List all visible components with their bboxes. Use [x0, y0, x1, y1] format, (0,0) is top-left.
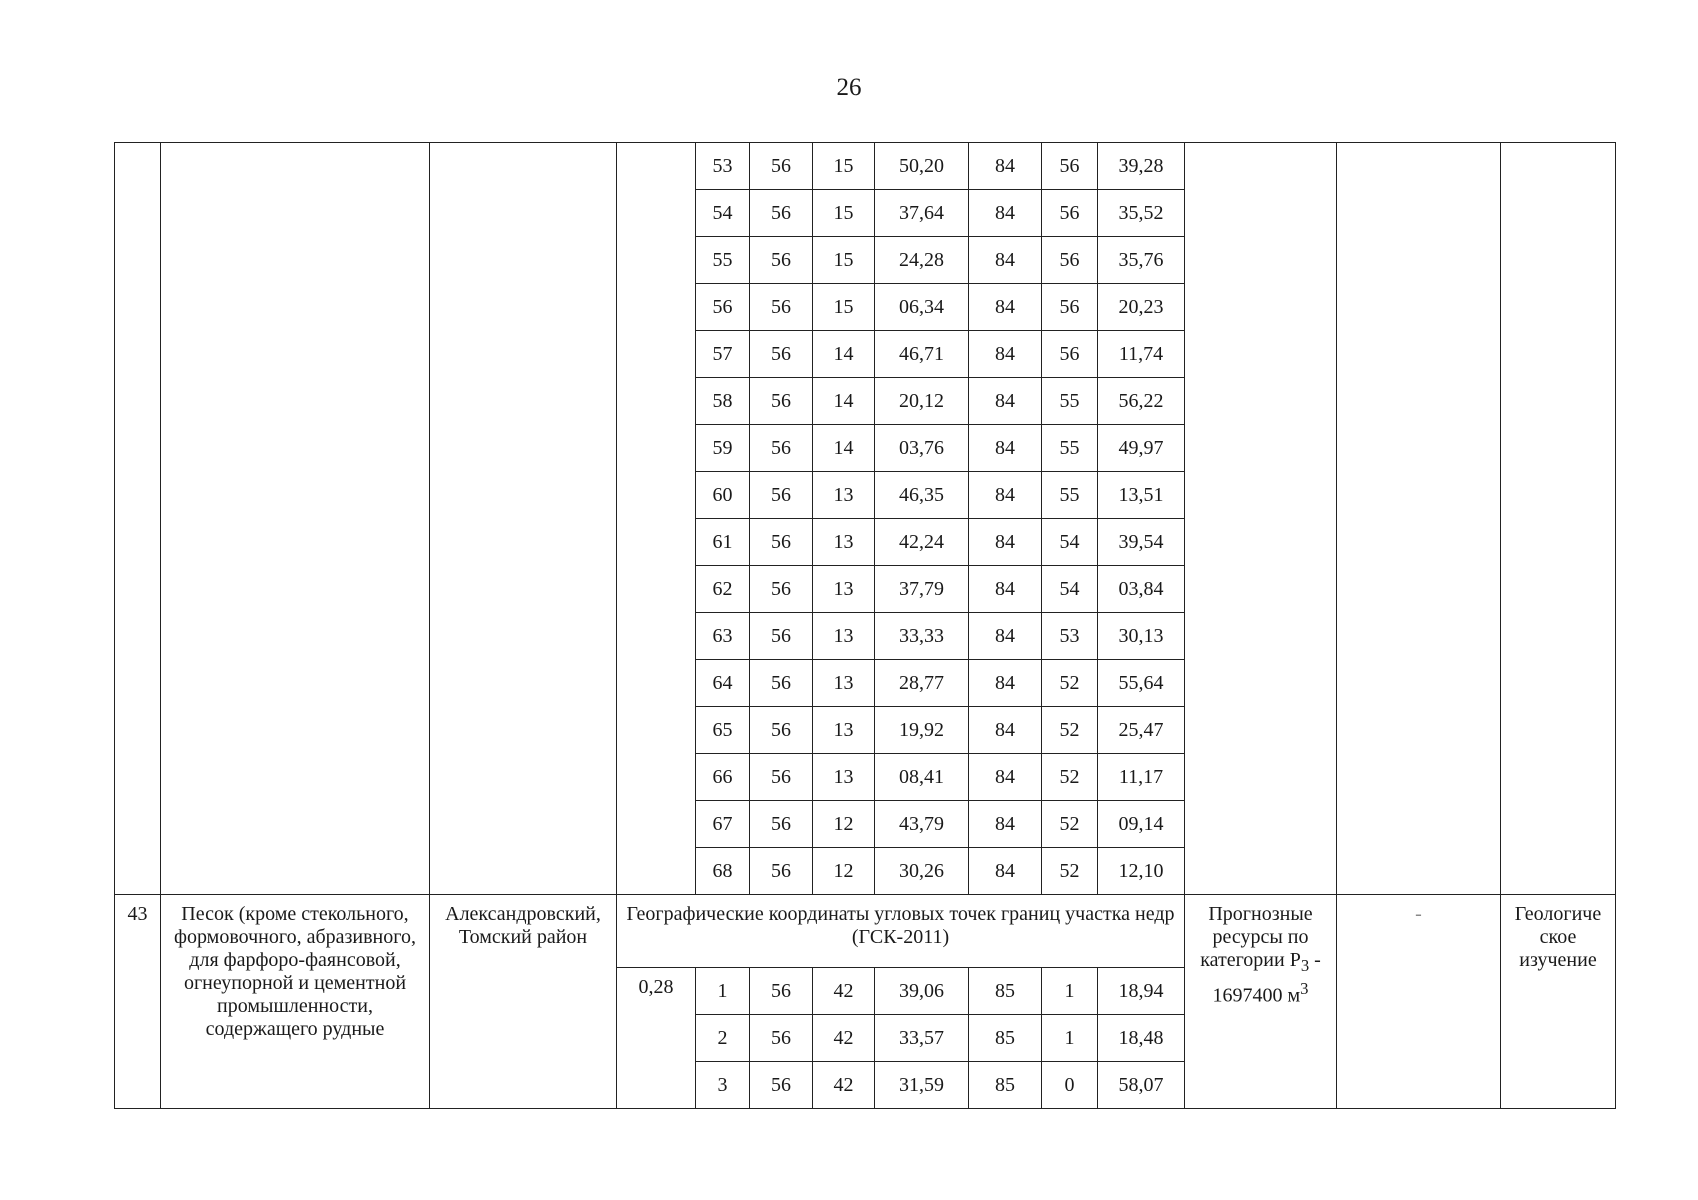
lon-degrees: 84: [969, 378, 1042, 425]
lat-minutes: 15: [813, 143, 875, 190]
lat-degrees: 56: [750, 190, 813, 237]
lat-minutes: 15: [813, 190, 875, 237]
lat-degrees: 56: [750, 801, 813, 848]
lat-degrees: 56: [750, 660, 813, 707]
lat-degrees: 56: [750, 968, 813, 1015]
point-number: 1: [696, 968, 750, 1015]
lon-degrees: 84: [969, 566, 1042, 613]
lat-minutes: 42: [813, 968, 875, 1015]
lat-minutes: 14: [813, 378, 875, 425]
purpose: Геологиче ское изучение: [1501, 895, 1616, 1109]
empty-resources-cell: [1185, 143, 1337, 895]
lat-degrees: 56: [750, 425, 813, 472]
lat-seconds: 42,24: [875, 519, 969, 566]
lat-seconds: 03,76: [875, 425, 969, 472]
lon-seconds: 12,10: [1098, 848, 1185, 895]
lat-seconds: 08,41: [875, 754, 969, 801]
lat-minutes: 13: [813, 660, 875, 707]
lat-minutes: 42: [813, 1015, 875, 1062]
lat-minutes: 15: [813, 284, 875, 331]
lat-degrees: 56: [750, 1015, 813, 1062]
dash-cell: -: [1337, 895, 1501, 1109]
lat-minutes: 13: [813, 754, 875, 801]
lon-minutes: 54: [1042, 566, 1098, 613]
lat-minutes: 13: [813, 566, 875, 613]
lon-seconds: 56,22: [1098, 378, 1185, 425]
lat-minutes: 42: [813, 1062, 875, 1109]
lon-degrees: 84: [969, 143, 1042, 190]
lon-degrees: 84: [969, 519, 1042, 566]
lat-degrees: 56: [750, 566, 813, 613]
lon-minutes: 0: [1042, 1062, 1098, 1109]
point-number: 64: [696, 660, 750, 707]
lat-degrees: 56: [750, 378, 813, 425]
lon-seconds: 03,84: [1098, 566, 1185, 613]
lon-minutes: 54: [1042, 519, 1098, 566]
lat-minutes: 13: [813, 707, 875, 754]
point-number: 55: [696, 237, 750, 284]
lat-degrees: 56: [750, 472, 813, 519]
lon-minutes: 53: [1042, 613, 1098, 660]
entry-43: [115, 895, 1616, 1109]
lat-degrees: 56: [750, 237, 813, 284]
point-number: 3: [696, 1062, 750, 1109]
lon-degrees: 84: [969, 754, 1042, 801]
lon-minutes: 1: [1042, 1015, 1098, 1062]
lat-seconds: 31,59: [875, 1062, 969, 1109]
lat-minutes: 15: [813, 237, 875, 284]
lat-minutes: 13: [813, 472, 875, 519]
lon-minutes: 52: [1042, 754, 1098, 801]
lat-seconds: 20,12: [875, 378, 969, 425]
page-number: 26: [836, 74, 862, 101]
lat-minutes: 12: [813, 801, 875, 848]
lon-degrees: 85: [969, 1062, 1042, 1109]
lat-seconds: 33,33: [875, 613, 969, 660]
point-number: 65: [696, 707, 750, 754]
lon-minutes: 52: [1042, 801, 1098, 848]
lon-minutes: 56: [1042, 284, 1098, 331]
lon-degrees: 84: [969, 425, 1042, 472]
lon-seconds: 18,94: [1098, 968, 1185, 1015]
point-number: 57: [696, 331, 750, 378]
lon-minutes: 55: [1042, 378, 1098, 425]
lat-degrees: 56: [750, 707, 813, 754]
point-number: 67: [696, 801, 750, 848]
lon-minutes: 52: [1042, 848, 1098, 895]
lat-degrees: 56: [750, 848, 813, 895]
coordinate-row: [115, 143, 1616, 190]
mineral-deposits-table: [114, 142, 1616, 1109]
lon-seconds: 11,74: [1098, 331, 1185, 378]
lat-degrees: 56: [750, 143, 813, 190]
lon-seconds: 35,76: [1098, 237, 1185, 284]
lon-minutes: 55: [1042, 472, 1098, 519]
lon-seconds: 20,23: [1098, 284, 1185, 331]
point-number: 56: [696, 284, 750, 331]
lon-degrees: 84: [969, 331, 1042, 378]
lon-minutes: 56: [1042, 331, 1098, 378]
lat-minutes: 13: [813, 519, 875, 566]
lon-seconds: 39,54: [1098, 519, 1185, 566]
lon-seconds: 49,97: [1098, 425, 1185, 472]
empty-extra-cell: [1337, 143, 1501, 895]
point-number: 54: [696, 190, 750, 237]
empty-area-cell: [617, 143, 696, 895]
lon-minutes: 55: [1042, 425, 1098, 472]
lon-minutes: 56: [1042, 190, 1098, 237]
lon-degrees: 84: [969, 284, 1042, 331]
lat-seconds: 33,57: [875, 1015, 969, 1062]
point-number: 53: [696, 143, 750, 190]
lon-seconds: 13,51: [1098, 472, 1185, 519]
lon-degrees: 84: [969, 472, 1042, 519]
point-number: 66: [696, 754, 750, 801]
lon-seconds: 35,52: [1098, 190, 1185, 237]
lat-degrees: 56: [750, 1062, 813, 1109]
lat-seconds: 39,06: [875, 968, 969, 1015]
lat-seconds: 46,35: [875, 472, 969, 519]
lon-seconds: 25,47: [1098, 707, 1185, 754]
lon-minutes: 52: [1042, 660, 1098, 707]
empty-location-cell: [430, 143, 617, 895]
lon-seconds: 30,13: [1098, 613, 1185, 660]
point-number: 58: [696, 378, 750, 425]
lat-seconds: 50,20: [875, 143, 969, 190]
lat-degrees: 56: [750, 284, 813, 331]
point-number: 59: [696, 425, 750, 472]
lat-minutes: 12: [813, 848, 875, 895]
lat-seconds: 37,64: [875, 190, 969, 237]
lat-seconds: 46,71: [875, 331, 969, 378]
lat-seconds: 06,34: [875, 284, 969, 331]
lon-seconds: 39,28: [1098, 143, 1185, 190]
empty-number-cell: [115, 143, 161, 895]
point-number: 68: [696, 848, 750, 895]
lon-minutes: 56: [1042, 237, 1098, 284]
lat-seconds: 30,26: [875, 848, 969, 895]
lon-seconds: 18,48: [1098, 1015, 1185, 1062]
point-number: 60: [696, 472, 750, 519]
lon-degrees: 84: [969, 613, 1042, 660]
lat-degrees: 56: [750, 519, 813, 566]
continued-rows: [115, 143, 1616, 895]
empty-purpose-cell: [1501, 143, 1616, 895]
lon-seconds: 09,14: [1098, 801, 1185, 848]
location: Александровский, Томский район: [430, 895, 617, 1109]
lon-degrees: 84: [969, 190, 1042, 237]
area: 0,28: [617, 968, 696, 1109]
mineral-name: Песок (кроме стекольного, формовочного, абразивного, для фарфоро-фаянсовой, огнеупорной и цементной промышленности, содержащего рудные: [161, 895, 430, 1109]
empty-mineral-cell: [161, 143, 430, 895]
point-number: 2: [696, 1015, 750, 1062]
lon-minutes: 1: [1042, 968, 1098, 1015]
coordinates-header: Географические координаты угловых точек границ участка недр (ГСК-2011): [617, 895, 1185, 968]
lon-minutes: 56: [1042, 143, 1098, 190]
point-number: 62: [696, 566, 750, 613]
lat-degrees: 56: [750, 613, 813, 660]
lon-seconds: 55,64: [1098, 660, 1185, 707]
lat-seconds: 43,79: [875, 801, 969, 848]
entry-number: 43: [115, 895, 161, 1109]
point-number: 63: [696, 613, 750, 660]
lat-minutes: 14: [813, 425, 875, 472]
lon-degrees: 84: [969, 801, 1042, 848]
lon-minutes: 52: [1042, 707, 1098, 754]
lon-degrees: 84: [969, 848, 1042, 895]
lat-seconds: 37,79: [875, 566, 969, 613]
lat-seconds: 19,92: [875, 707, 969, 754]
lon-seconds: 58,07: [1098, 1062, 1185, 1109]
lat-minutes: 14: [813, 331, 875, 378]
lon-degrees: 84: [969, 237, 1042, 284]
lat-minutes: 13: [813, 613, 875, 660]
lon-degrees: 85: [969, 968, 1042, 1015]
lat-seconds: 28,77: [875, 660, 969, 707]
point-number: 61: [696, 519, 750, 566]
lon-degrees: 84: [969, 707, 1042, 754]
lon-seconds: 11,17: [1098, 754, 1185, 801]
lat-degrees: 56: [750, 754, 813, 801]
lon-degrees: 85: [969, 1015, 1042, 1062]
lon-degrees: 84: [969, 660, 1042, 707]
lat-degrees: 56: [750, 331, 813, 378]
lat-seconds: 24,28: [875, 237, 969, 284]
resources: Прогнозные ресурсы по категории $P_3 - 1697400$ $м^3$: [1185, 895, 1337, 1109]
